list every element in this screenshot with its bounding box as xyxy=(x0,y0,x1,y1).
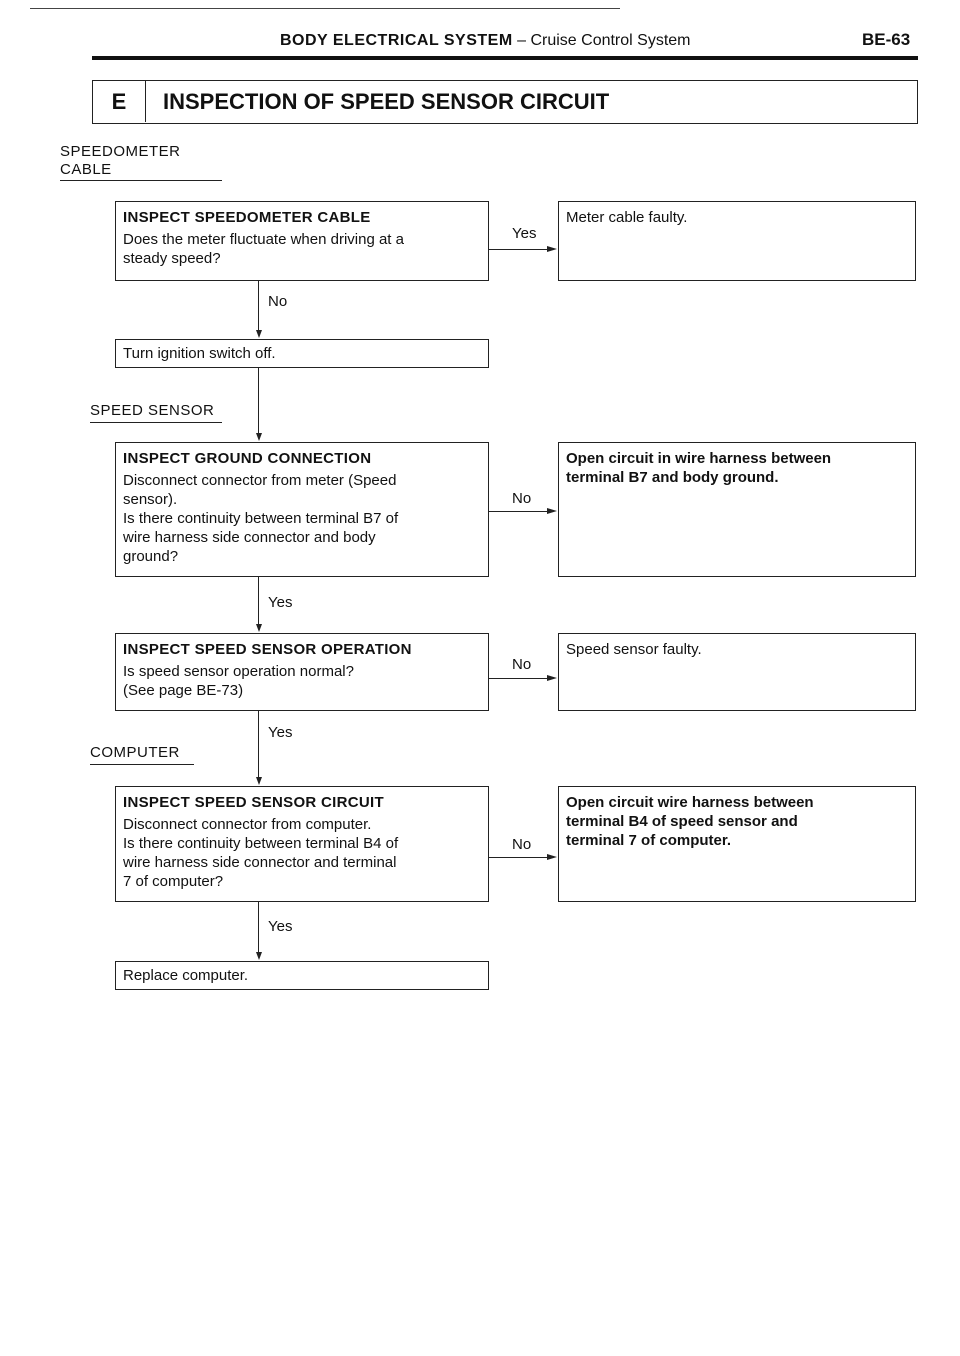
header-dash: – xyxy=(512,32,531,49)
label-speed-sensor: SPEED SENSOR xyxy=(90,402,215,419)
label-underline xyxy=(90,422,222,423)
result-text: Speed sensor faulty. xyxy=(566,641,702,658)
header-title xyxy=(280,32,691,50)
step-title: INSPECT SPEED SENSOR CIRCUIT xyxy=(123,794,384,811)
step-text: 7 of computer? xyxy=(123,873,224,890)
connector-line xyxy=(258,281,259,332)
step-text: sensor). xyxy=(123,491,178,508)
section-title: INSPECTION OF SPEED SENSOR CIRCUIT xyxy=(163,89,610,114)
page-number: BE-63 xyxy=(862,30,911,49)
step-text: Is there continuity between terminal B4 of xyxy=(123,835,399,852)
header-section: BODY ELECTRICAL SYSTEM xyxy=(280,32,513,49)
answer-no: No xyxy=(512,836,532,853)
result-text: terminal B7 and body ground. xyxy=(566,469,779,486)
step-text: Disconnect connector from meter (Speed xyxy=(123,472,397,489)
connector-line xyxy=(258,902,259,953)
result-text: Open circuit wire harness between xyxy=(566,794,814,811)
section-title-box xyxy=(92,80,918,124)
page-header xyxy=(0,30,960,54)
arrow-down-icon xyxy=(256,952,262,960)
arrow-right-icon xyxy=(547,675,557,681)
result-text: terminal B4 of speed sensor and xyxy=(566,813,798,830)
result-speed-sensor-faulty xyxy=(558,633,916,711)
step-replace-computer xyxy=(115,961,489,990)
arrow-down-icon xyxy=(256,624,262,632)
step-inspect-speedometer-cable xyxy=(115,201,489,281)
connector-line xyxy=(489,249,548,250)
step-text: (See page BE-73) xyxy=(123,682,244,699)
result-text: Meter cable faulty. xyxy=(566,209,688,226)
answer-no: No xyxy=(268,293,288,310)
answer-yes: Yes xyxy=(512,225,537,242)
arrow-right-icon xyxy=(547,508,557,514)
label-speedometer-cable xyxy=(60,143,181,179)
connector-line xyxy=(489,678,548,679)
arrow-down-icon xyxy=(256,433,262,441)
connector-line xyxy=(258,711,259,778)
header-rule xyxy=(92,56,918,60)
result-text: terminal 7 of computer. xyxy=(566,832,732,849)
step-title: INSPECT SPEED SENSOR OPERATION xyxy=(123,641,412,658)
step-title: INSPECT SPEEDOMETER CABLE xyxy=(123,209,371,226)
step-text: wire harness side connector and body xyxy=(123,529,376,546)
connector-line xyxy=(258,368,259,434)
connector-line xyxy=(258,577,259,625)
step-text: ground? xyxy=(123,548,179,565)
result-text: Open circuit in wire harness between xyxy=(566,450,832,467)
label-underline xyxy=(90,764,194,765)
label-computer: COMPUTER xyxy=(90,744,180,761)
step-text: Is speed sensor operation normal? xyxy=(123,663,354,680)
answer-no: No xyxy=(512,656,532,673)
step-text: steady speed? xyxy=(123,250,221,267)
arrow-right-icon xyxy=(547,854,557,860)
result-meter-cable-faulty xyxy=(558,201,916,281)
answer-yes: Yes xyxy=(268,724,293,741)
header-subsection: Cruise Control System xyxy=(530,32,691,49)
result-open-circuit-b7 xyxy=(558,442,916,577)
result-open-circuit-b4 xyxy=(558,786,916,902)
step-text: Replace computer. xyxy=(123,967,249,984)
step-text: Is there continuity between terminal B7 of xyxy=(123,510,399,527)
answer-no: No xyxy=(512,490,532,507)
step-inspect-ground-connection xyxy=(115,442,489,577)
connector-line xyxy=(489,511,548,512)
label-speedometer-line2: CABLE xyxy=(60,161,112,178)
top-scan-line xyxy=(30,8,620,9)
step-text: wire harness side connector and terminal xyxy=(123,854,397,871)
answer-yes: Yes xyxy=(268,594,293,611)
step-title: INSPECT GROUND CONNECTION xyxy=(123,450,372,467)
step-text: Does the meter fluctuate when driving at a xyxy=(123,231,404,248)
arrow-down-icon xyxy=(256,330,262,338)
step-text: Turn ignition switch off. xyxy=(123,345,276,362)
answer-yes: Yes xyxy=(268,918,293,935)
step-inspect-speed-sensor-circuit xyxy=(115,786,489,902)
step-turn-ignition-off xyxy=(115,339,489,368)
label-speedometer-line1: SPEEDOMETER xyxy=(60,143,181,160)
arrow-right-icon xyxy=(547,246,557,252)
arrow-down-icon xyxy=(256,777,262,785)
step-inspect-speed-sensor-operation xyxy=(115,633,489,711)
section-letter: E xyxy=(93,81,146,122)
step-text: Disconnect connector from computer. xyxy=(123,816,372,833)
label-underline xyxy=(60,180,222,181)
connector-line xyxy=(489,857,548,858)
